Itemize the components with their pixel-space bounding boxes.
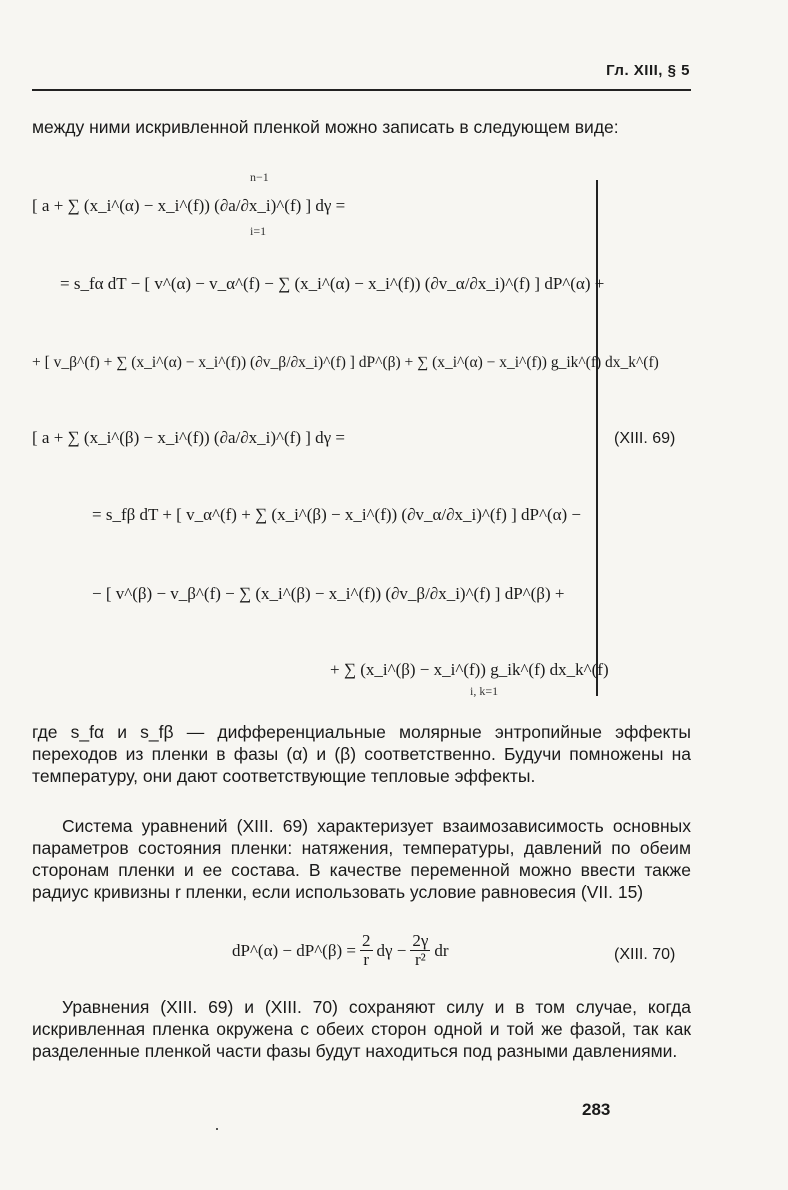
intro-paragraph (32, 116, 691, 138)
eq70-tail: dr (434, 940, 449, 960)
eq69-line-5: = s_fβ dT + [ v_α^(f) + ∑ (x_i^(β) − x_i^(f)) (∂v_α/∂x_i)^(f) ] dP^(α) − (92, 505, 582, 524)
equation-number-69: (XIII. 69) (614, 430, 676, 447)
system-text: Система уравнений (XIII. 69) характеризует взаимозависимость основных параметров состояния пленки: натяжения, температуры, давлений по обеим сторонам пленки и ее состава. В качестве переменной можно ввести также радиус кривизны r пленки, если использовать условие равновесия (VII. 15) (32, 816, 691, 902)
equation-70 (232, 932, 449, 969)
running-head: Гл. XIII, § 5 (606, 62, 690, 79)
print-speck (216, 1128, 218, 1130)
eq70-frac1-num: 2 (362, 931, 371, 950)
system-paragraph (32, 815, 691, 903)
eq69-line-4: [ a + ∑ (x_i^(β) − x_i^(f)) (∂a/∂x_i)^(f) ] dγ = (32, 428, 346, 447)
eq69-line-7: + ∑ (x_i^(β) − x_i^(f)) g_ik^(f) dx_k^(f) (330, 660, 609, 679)
eq70-frac2-num: 2γ (412, 931, 429, 950)
sum-upper-limit: n−1 (250, 170, 269, 184)
where-text: где s_fα и s_fβ — дифференциальные молярные энтропийные эффекты переходов из пленки в фазы (α) и (β) соответственно. Будучи помножены на температуру, они дают соответствующие тепловые эффекты. (32, 722, 691, 786)
header-rule (32, 89, 691, 91)
eq69-line-6: − [ v^(β) − v_β^(f) − ∑ (x_i^(β) − x_i^(f)) (∂v_β/∂x_i)^(f) ] dP^(β) + (92, 584, 565, 603)
sum-lower-limit-ik: i, k=1 (470, 684, 499, 698)
equation-number-70: (XIII. 70) (614, 946, 676, 963)
final-paragraph (32, 996, 691, 1062)
eq70-frac1-den: r (363, 950, 370, 969)
intro-text: между ними искривленной пленкой можно записать в следующем виде: (32, 117, 619, 137)
eq70-fraction-2 (410, 932, 430, 969)
eq70-fraction-1 (360, 932, 373, 969)
page-number: 283 (582, 1100, 611, 1119)
eq70-middle: dγ − (376, 940, 407, 960)
eq70-frac2-den: r² (414, 950, 426, 969)
eq69-line-3: + [ v_β^(f) + ∑ (x_i^(α) − x_i^(f)) (∂v_β/∂x_i)^(f) ] dP^(β) + ∑ (x_i^(α) − x_i^(f)) g_ik^(f) dx_k^(f) (32, 354, 659, 371)
eq69-line-2: = s_fα dT − [ v^(α) − v_α^(f) − ∑ (x_i^(α) − x_i^(f)) (∂v_α/∂x_i)^(f) ] dP^(α) + (60, 274, 605, 293)
eq69-line-1: [ a + ∑ (x_i^(α) − x_i^(f)) (∂a/∂x_i)^(f) ] dγ = (32, 196, 346, 215)
where-paragraph (32, 721, 691, 787)
final-text: Уравнения (XIII. 69) и (XIII. 70) сохраняют силу и в том случае, когда искривленная пленка окружена с обеих сторон одной и той же фазой, так как разделенные пленкой части фазы будут находиться под разными давлениями. (32, 997, 691, 1061)
sum-lower-limit-i: i=1 (250, 224, 267, 238)
eq70-lhs: dP^(α) − dP^(β) = (232, 940, 356, 960)
equation-group-bar (596, 180, 598, 696)
